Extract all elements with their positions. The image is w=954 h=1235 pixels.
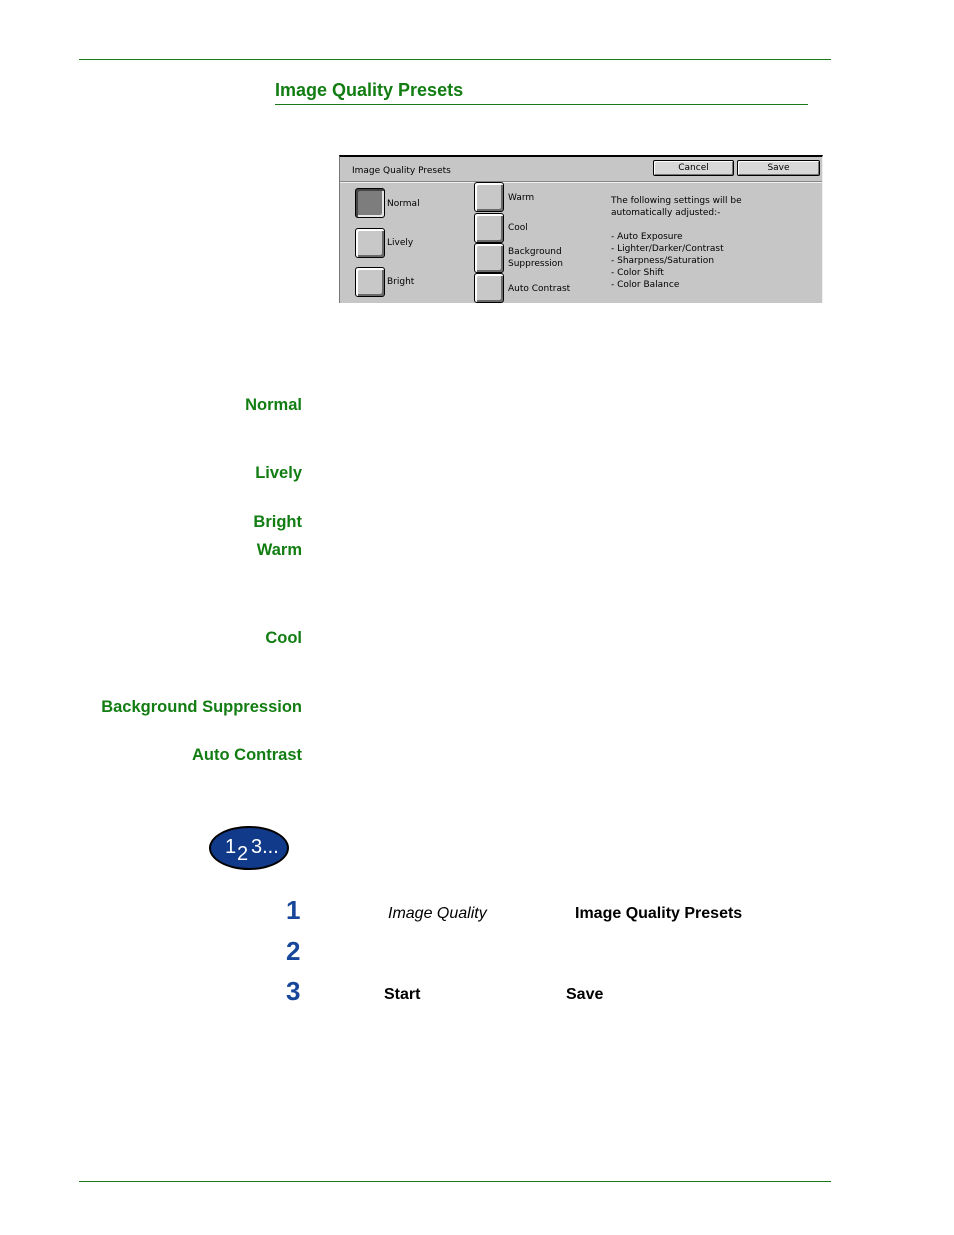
warm-option-button[interactable] <box>474 182 504 212</box>
term-cool: Cool <box>265 629 302 647</box>
bright-option-button[interactable] <box>355 267 385 297</box>
step-2-number: 2 <box>286 936 301 966</box>
bright-option-label: Bright <box>387 277 415 287</box>
section-title-underline <box>275 104 808 105</box>
save-button[interactable]: Save <box>737 160 820 176</box>
image-quality-presets-screen <box>339 155 823 303</box>
background-label-line2: Suppression <box>508 259 563 269</box>
cool-option-button[interactable] <box>474 213 504 243</box>
screen-title: Image Quality Presets <box>352 166 451 176</box>
bottom-rule <box>79 1181 831 1182</box>
info-line-2: automatically adjusted:- <box>611 208 721 218</box>
cancel-button[interactable]: Cancel <box>653 160 734 176</box>
info-line-1: The following settings will be <box>611 196 742 206</box>
background-suppression-option-label <box>508 246 563 270</box>
normal-option-label: Normal <box>387 199 420 209</box>
step-1-image-quality: Image Quality <box>388 905 487 922</box>
auto-contrast-option-label: Auto Contrast <box>508 284 571 294</box>
lively-option-button[interactable] <box>355 228 385 258</box>
term-normal: Normal <box>245 396 302 414</box>
badge-digit-3: 3... <box>251 836 279 858</box>
lively-option-label: Lively <box>387 238 414 248</box>
step-1-image-quality-presets: Image Quality Presets <box>575 905 743 922</box>
term-background-suppression: Background Suppression <box>101 698 302 716</box>
step-1-number: 1 <box>286 895 301 925</box>
info-line-3: - Auto Exposure <box>611 232 683 242</box>
term-lively: Lively <box>255 464 302 482</box>
info-line-5: - Sharpness/Saturation <box>611 256 715 266</box>
badge-digit-2: 2 <box>237 843 249 865</box>
step-3-start: Start <box>384 986 421 1003</box>
term-bright: Bright <box>253 513 302 531</box>
step-3-save: Save <box>566 986 604 1003</box>
top-rule <box>79 59 831 60</box>
screen-header-divider <box>340 181 822 183</box>
info-line-6: - Color Shift <box>611 268 664 278</box>
badge-digit-1: 1 <box>225 836 237 858</box>
steps-badge-icon <box>209 826 289 870</box>
term-auto-contrast: Auto Contrast <box>192 746 302 764</box>
cool-option-label: Cool <box>508 223 528 233</box>
step-3-number: 3 <box>286 976 301 1006</box>
warm-option-label: Warm <box>508 193 535 203</box>
background-suppression-option-button[interactable] <box>474 243 504 273</box>
section-title: Image Quality Presets <box>275 80 464 100</box>
background-label-line1: Background <box>508 247 562 257</box>
normal-option-button[interactable] <box>355 188 385 218</box>
info-line-4: - Lighter/Darker/Contrast <box>611 244 724 254</box>
auto-contrast-option-button[interactable] <box>474 273 504 303</box>
term-warm: Warm <box>256 541 302 559</box>
info-line-7: - Color Balance <box>611 280 680 290</box>
